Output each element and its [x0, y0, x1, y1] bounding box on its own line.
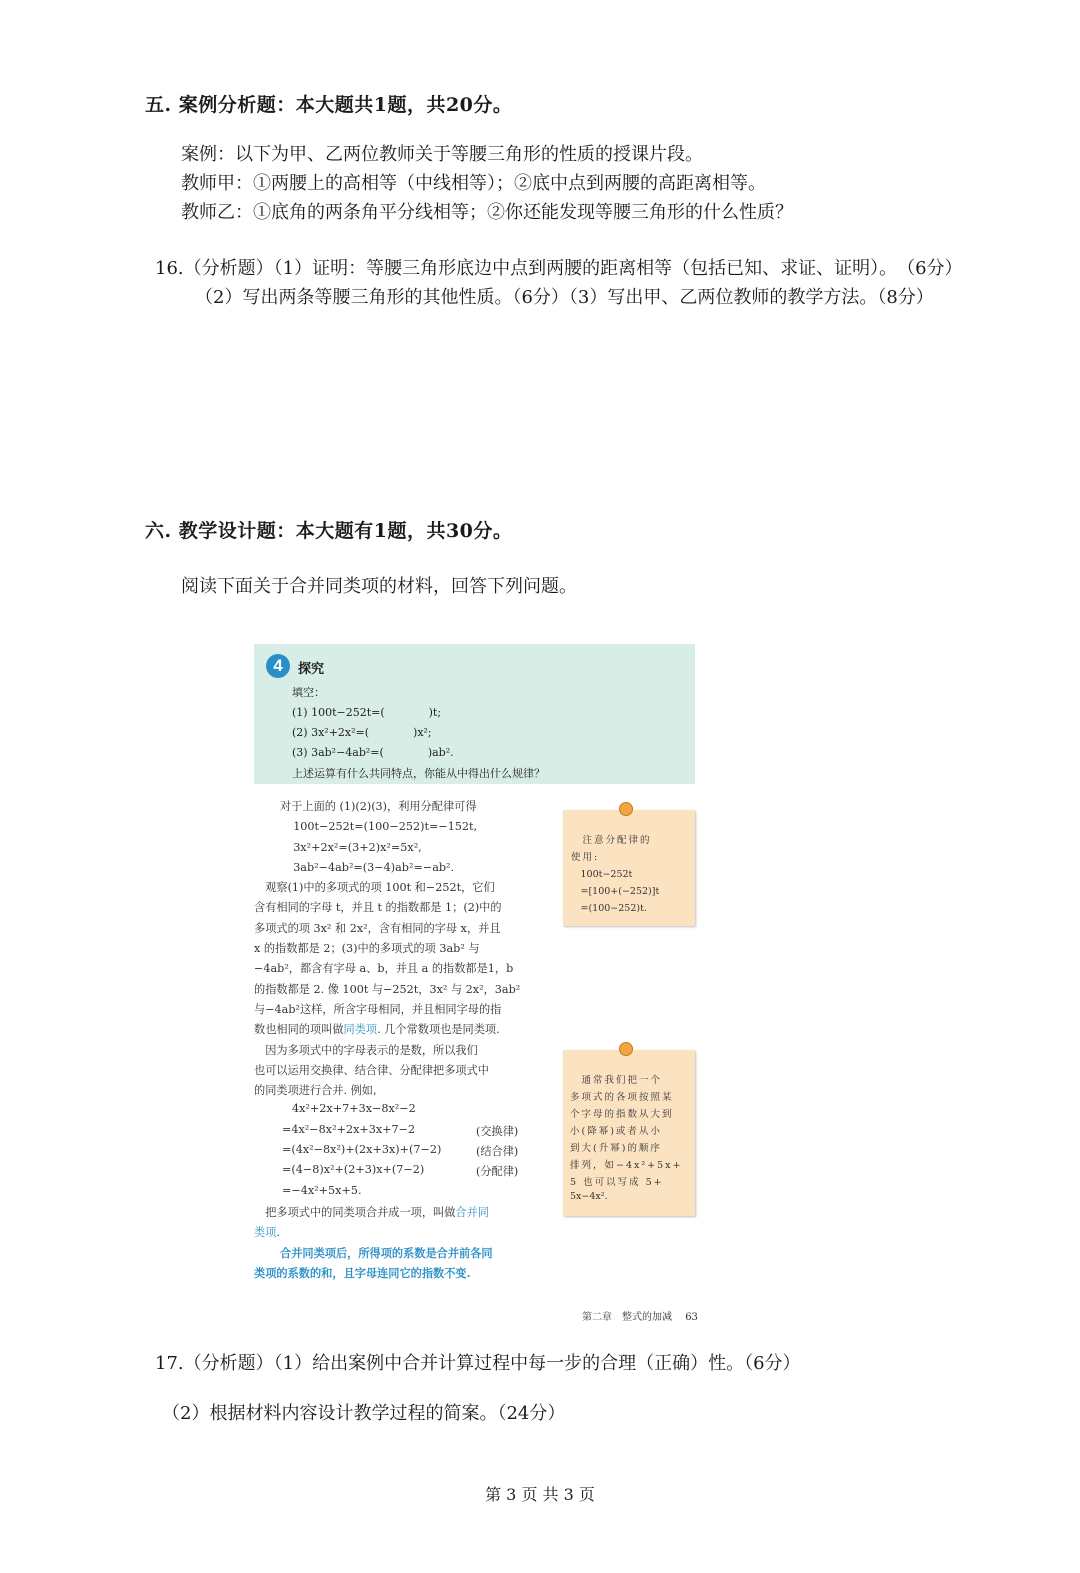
calc-line: [254, 1123, 544, 1143]
calc-note: (分配律): [476, 1165, 519, 1179]
case-line: 教师甲：①两腰上的高相等（中线相等）；②底中点到两腰的高距离相等。: [181, 173, 766, 194]
note-ordering: [563, 1050, 695, 1216]
body-line: 3x²+2x²=(3+2)x²=5x²,: [282, 840, 422, 854]
pin-icon: [619, 1042, 633, 1056]
question-16-line1: 16.（分析题）（1）证明：等腰三角形底边中点到两腰的距离相等（包括已知、求证、证明）。 （6分）: [155, 258, 963, 279]
note-line: 注意分配律的: [571, 835, 652, 846]
question-17-line1: 17.（分析题）（1）给出案例中合并计算过程中每一步的合理（正确）性。（6分）: [155, 1353, 801, 1374]
textbook-excerpt: [254, 644, 704, 1328]
calc-line: [254, 1143, 544, 1163]
note-line: 使用:: [571, 852, 600, 863]
rule-line: 合并同类项后，所得项的系数是合并前各同: [280, 1245, 493, 1260]
question-17-line2: （2）根据材料内容设计教学过程的简案。（24分）: [162, 1403, 566, 1424]
calc-expr: =4x²−8x²+2x+3x+7−2: [282, 1122, 416, 1136]
page-footer: 第 3 页 共 3 页: [485, 1485, 595, 1504]
rule-line: 类项的系数的和，且字母连同它的指数不变.: [254, 1265, 471, 1280]
note-line: 多项式的各项按照某: [570, 1092, 674, 1103]
term-like-terms: 同类项: [343, 1023, 378, 1037]
calc-line: =−4x²+5x+5.: [282, 1183, 362, 1197]
note-line: =[100+(−252)]t: [571, 886, 660, 897]
note-line: 通常我们把一个: [570, 1075, 663, 1086]
section5-title: 五. 案例分析题：本大题共1题，共20分。: [145, 94, 513, 116]
note-line: 个字母的指数从大到: [570, 1109, 674, 1120]
body-text: . 几个常数项也是同类项.: [377, 1023, 500, 1037]
note-line: 到大(升幂)的顺序: [570, 1143, 662, 1154]
body-line: x 的指数都是 2；(3)中的多项式的项 3ab² 与: [254, 942, 480, 956]
explore-title: 探究: [298, 662, 325, 677]
note-line: 5 也可以写成 5+: [570, 1177, 664, 1188]
explore-line: (3) 3ab²−4ab²=( )ab².: [292, 746, 454, 759]
textbook-page-number: 63: [685, 1312, 698, 1323]
case-text: [181, 140, 793, 227]
explore-number-icon: 4: [266, 654, 290, 678]
case-line: 教师乙：①底角的两条角平分线相等；②你还能发现等腰三角形的什么性质？: [181, 202, 793, 223]
section6-title: 六. 教学设计题：本大题有1题，共30分。: [145, 520, 513, 542]
calc-line: [254, 1163, 544, 1183]
body-line: −4ab²，都含有字母 a、b，并且 a 的指数都是1，b: [254, 962, 514, 976]
body-line: 100t−252t=(100−252)t=−152t,: [282, 820, 478, 834]
case-line: 案例：以下为甲、乙两位教师关于等腰三角形的性质的授课片段。: [181, 144, 703, 165]
question-16-line2: （2）写出两条等腰三角形的其他性质。（6分）（3）写出甲、乙两位教师的教学方法。（8分）: [195, 287, 934, 308]
body-line: 观察(1)中的多项式的项 100t 和−252t，它们: [254, 881, 495, 895]
term-combine: 合并同: [455, 1205, 489, 1219]
body-line: 因为多项式中的字母表示的是数，所以我们: [254, 1043, 478, 1057]
textbook-footer: [582, 1308, 698, 1323]
body-line: [254, 1021, 544, 1041]
body-line: 含有相同的字母 t，并且 t 的指数都是 1；(2)中的: [254, 901, 502, 915]
textbook-body: [254, 798, 544, 1285]
explore-box: [254, 644, 695, 784]
note-line: 小(降幂)或者从小: [570, 1126, 662, 1137]
explore-line: (2) 3x²+2x²=( )x²;: [292, 726, 432, 739]
body-line: 与−4ab²这样，所含字母相同，并且相同字母的指: [254, 1002, 502, 1016]
body-line: 的指数都是 2. 像 100t 与−252t，3x² 与 2x²，3ab²: [254, 982, 521, 996]
body-line: 对于上面的 (1)(2)(3)，利用分配律可得: [280, 800, 477, 813]
body-line: 也可以运用交换律、结合律、分配律把多项式中: [254, 1063, 489, 1077]
term-combine: 类项: [254, 1226, 277, 1240]
body-line: [254, 1224, 544, 1244]
body-line: 多项式的项 3x² 和 2x²，含有相同的字母 x，并且: [254, 921, 501, 935]
calc-note: (结合律): [476, 1145, 519, 1159]
explore-line: (1) 100t−252t=( )t;: [292, 706, 442, 719]
body-line: 3ab²−4ab²=(3−4)ab²=−ab².: [282, 860, 455, 874]
body-text: 把多项式中的同类项合并成一项，叫做: [254, 1205, 456, 1219]
calc-expr: =(4−8)x²+(2+3)x+(7−2): [282, 1163, 425, 1177]
section6-intro: 阅读下面关于合并同类项的材料，回答下列问题。: [181, 576, 577, 597]
explore-line: 上述运算有什么共同特点，你能从中得出什么规律？: [292, 767, 545, 780]
note-line: 5x−4x².: [570, 1191, 608, 1202]
note-line: 排列，如−4x²+5x+: [570, 1160, 683, 1171]
body-line: [254, 1204, 544, 1224]
note-text: [570, 1072, 683, 1208]
calc-line: 4x²+2x+7+3x−8x²−2: [292, 1102, 416, 1116]
textbook-chapter: 第二章 整式的加减: [582, 1312, 672, 1323]
note-distributive: [563, 810, 695, 926]
body-line: 的同类项进行合并. 例如,: [254, 1084, 377, 1098]
calc-note: (交换律): [476, 1124, 519, 1138]
explore-line: 填空：: [292, 686, 325, 699]
body-text: 数也相同的项叫做: [254, 1023, 344, 1037]
note-text: [571, 832, 659, 917]
note-line: =(100−252)t.: [571, 903, 647, 914]
calc-expr: =(4x²−8x²)+(2x+3x)+(7−2): [282, 1143, 442, 1157]
body-text: .: [276, 1226, 280, 1240]
note-line: 100t−252t: [571, 869, 633, 880]
pin-icon: [619, 802, 633, 816]
